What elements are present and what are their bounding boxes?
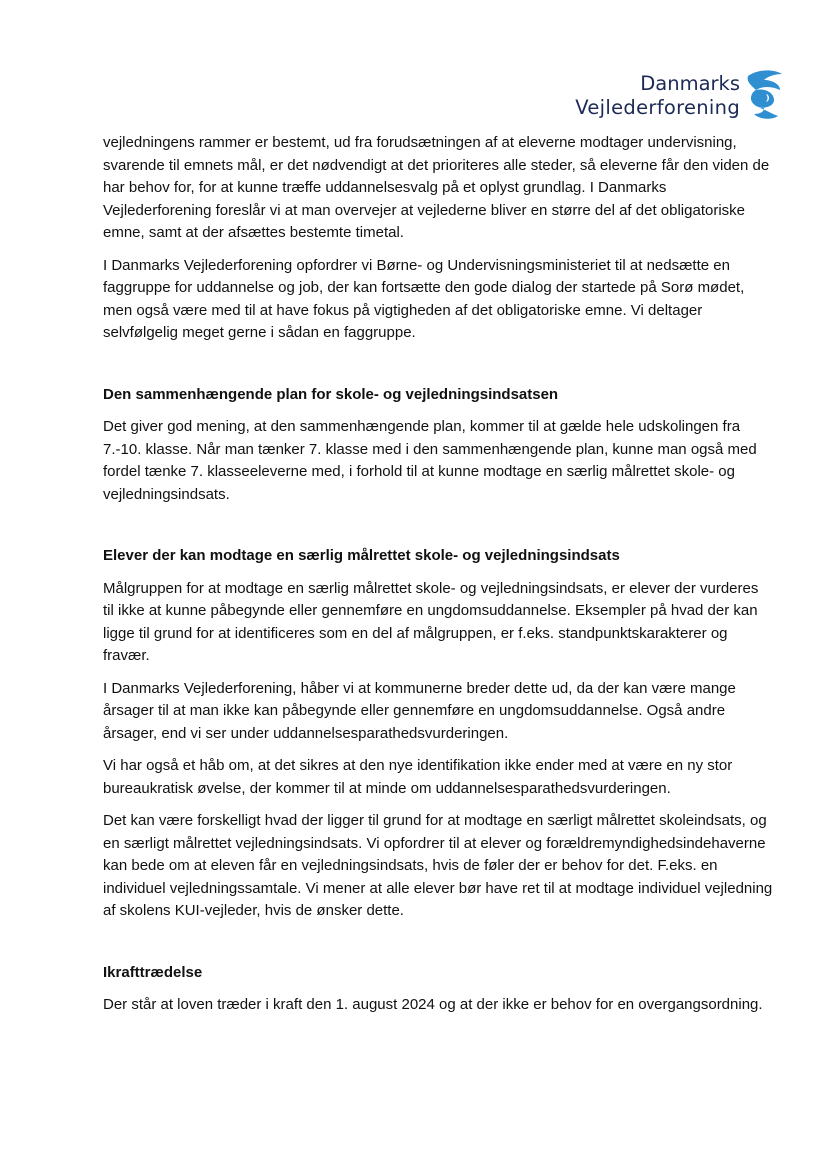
section-ikrafttraedelse bbox=[103, 962, 773, 1017]
paragraph: vejledningens rammer er bestemt, ud fra forudsætningen af at eleverne modtager undervisning, svarende til emnets mål, er det nødvendigt at det prioriteres alle steder, så eleverne får den viden de har behov for, for at kunne træffe uddannelsesvalg på et oplyst grundlag. I Danmarks Vejlederforening foreslår vi at man overvejer at vejlederne bliver en større del af det obligatoriske emne, samt at der afsættes bestemte timetal. bbox=[103, 134, 770, 241]
paragraph: Der står at loven træder i kraft den 1. august 2024 og at der ikke er behov for en overgangsordning. bbox=[103, 996, 763, 1013]
logo-line-1: Danmarks bbox=[640, 72, 740, 95]
paragraph: I Danmarks Vejlederforening, håber vi at kommunerne breder dette ud, da der kan være mange årsager til at man ikke kan påbegynde eller gennemføre en ungdomsuddannelse. Også andre årsager, end vi ser under uddannelsesparathedsvurderingen. bbox=[103, 679, 736, 742]
section-sammenhaengende-plan bbox=[103, 384, 773, 507]
organization-logo bbox=[575, 70, 786, 122]
section-elever-maalrettet-indsats bbox=[103, 545, 773, 923]
section-heading: Elever der kan modtage en særlig målrettet skole- og vejledningsindsats bbox=[103, 547, 620, 564]
paragraph: Vi har også et håb om, at det sikres at den nye identifikation ikke ender med at være en ny stor bureaukratisk øvelse, der kommer til at minde om uddannelsesparathedsvurderingen. bbox=[103, 757, 733, 797]
paragraph: Målgruppen for at modtage en særlig målrettet skole- og vejledningsindsats, er elever der vurderes til ikke at kunne påbegynde eller gennemføre en ungdomsuddannelse. Eksempler på hvad der kan ligge til grund for at identificeres som en del af målgruppen, er f.eks. standpunktskarakterer og fravær. bbox=[103, 579, 759, 664]
section-heading: Ikrafttrædelse bbox=[103, 963, 203, 981]
logo-line-2: Vejlederforening bbox=[575, 96, 740, 119]
section-intro bbox=[103, 132, 773, 345]
logo-wordmark bbox=[575, 72, 740, 120]
paragraph: Det giver god mening, at den sammenhængende plan, kommer til at gælde hele udskolingen fra 7.-10. klasse. Når man tænker 7. klasse med i den sammenhængende plan, kunne man også med fordel tænke 7. klasseeleverne med, i forhold til at kunne modtage en særlig målrettet skole- og vejledningsindsats. bbox=[103, 418, 757, 503]
danmarks-vejlederforening-logo-icon bbox=[742, 68, 786, 122]
section-heading: Den sammenhængende plan for skole- og vejledningsindsatsen bbox=[103, 385, 559, 403]
paragraph: Det kan være forskelligt hvad der ligger til grund for at modtage en særligt målrettet skoleindsats, og en særligt målrettet vejledningsindsats. Vi opfordrer til at elever og forældremyndighedsindehaverne kan bede om at eleven får en vejledningsindsats, hvis de føler der er behov for det. F.eks. en individuel vejledningssamtale. Vi mener at alle elever bør have ret til at modtage individuel vejledning af skolens KUI-vejleder, hvis de ønsker dette. bbox=[103, 812, 773, 919]
paragraph: I Danmarks Vejlederforening opfordrer vi Børne- og Undervisningsministeriet til at nedsætte en faggruppe for uddannelse og job, der kan fortsætte den gode dialog der startede på Sorø mødet, men også være med til at have fokus på vigtigheden af det obligatoriske emne. Vi deltager selvfølgelig meget gerne i sådan en faggruppe. bbox=[103, 256, 745, 341]
document-body bbox=[103, 132, 773, 1027]
